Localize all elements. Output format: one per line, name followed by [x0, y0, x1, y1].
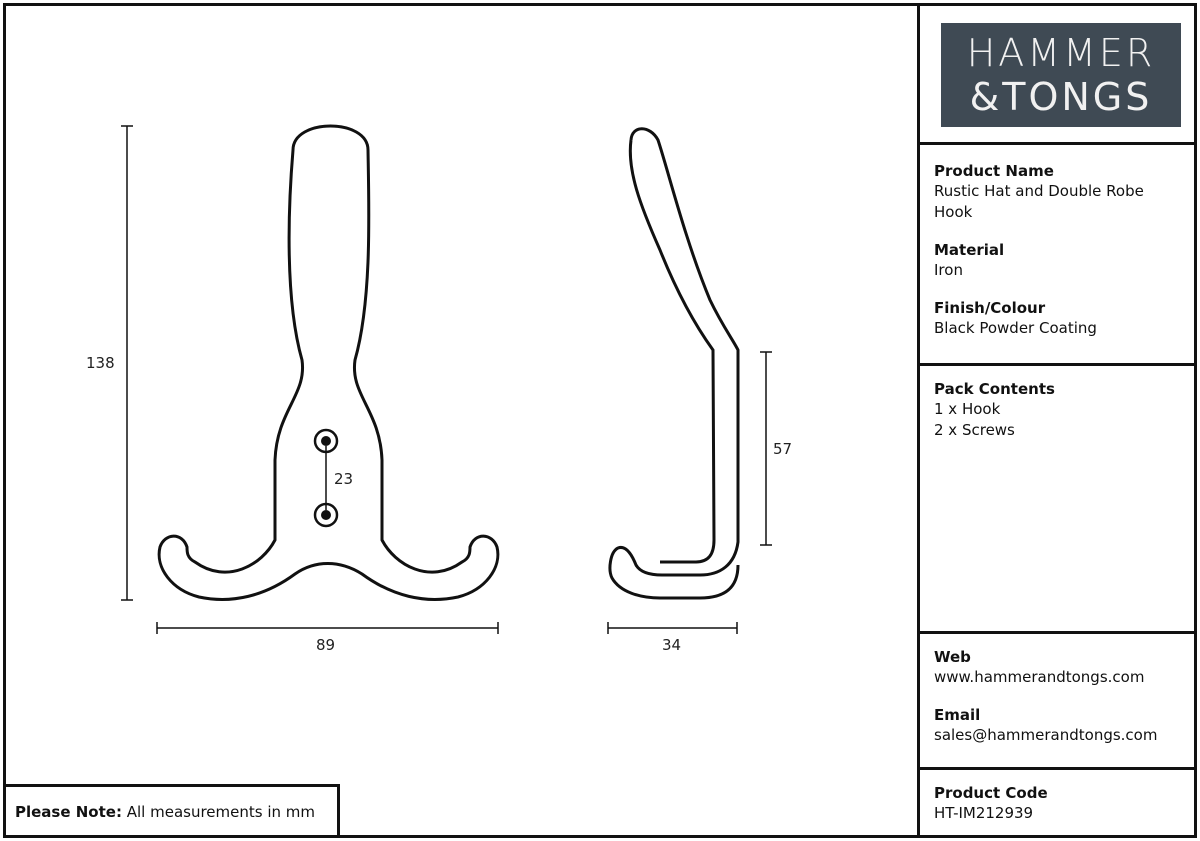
- product-code-label: Product Code: [934, 784, 1048, 802]
- note-label: Please Note:: [15, 803, 122, 821]
- screw-hole-bottom-dot: [321, 510, 331, 520]
- info-panel: [917, 3, 1197, 838]
- pack-contents: [920, 366, 1197, 634]
- product-code-value: HT-IM212939: [934, 804, 1034, 822]
- side-depth-dimension: [608, 622, 737, 634]
- side-hook-height-dimension: [760, 352, 772, 545]
- brand-logo: [941, 23, 1181, 127]
- hole-spacing-label: 23: [334, 470, 354, 488]
- web-label: Web: [934, 648, 971, 666]
- front-height-dimension: [121, 126, 133, 600]
- product-details: [920, 148, 1197, 366]
- pack-contents-label: Pack Contents: [934, 380, 1055, 398]
- brand-line1: HAMMER: [966, 31, 1156, 75]
- product-name-value: Rustic Hat and Double Robe Hook: [934, 182, 1144, 221]
- logo-section: [920, 3, 1197, 145]
- side-hook-height-label: 57: [773, 440, 793, 458]
- contact-details: [920, 634, 1197, 770]
- pack-item: 1 x Hook: [934, 400, 1001, 418]
- measurement-note: [3, 784, 340, 838]
- product-name-label: Product Name: [934, 162, 1054, 180]
- material-value: Iron: [934, 261, 963, 279]
- front-height-label: 138: [86, 354, 115, 372]
- finish-value: Black Powder Coating: [934, 319, 1097, 337]
- pack-item: 2 x Screws: [934, 421, 1015, 439]
- front-width-label: 89: [316, 636, 336, 654]
- note-text: All measurements in mm: [126, 803, 316, 821]
- screw-hole-top-dot: [321, 436, 331, 446]
- side-depth-label: 34: [662, 636, 682, 654]
- email-label: Email: [934, 706, 981, 724]
- hook-side-inner: [630, 140, 714, 562]
- front-width-dimension: [157, 622, 498, 634]
- hook-front-view: [159, 126, 498, 599]
- web-link[interactable]: www.hammerandtongs.com: [934, 668, 1145, 686]
- product-code-section: [920, 770, 1197, 838]
- hook-side-view: [610, 129, 738, 598]
- brand-line2: &TONGS: [969, 75, 1153, 119]
- material-label: Material: [934, 241, 1005, 259]
- email-link[interactable]: sales@hammerandtongs.com: [934, 726, 1158, 744]
- finish-label: Finish/Colour: [934, 299, 1046, 317]
